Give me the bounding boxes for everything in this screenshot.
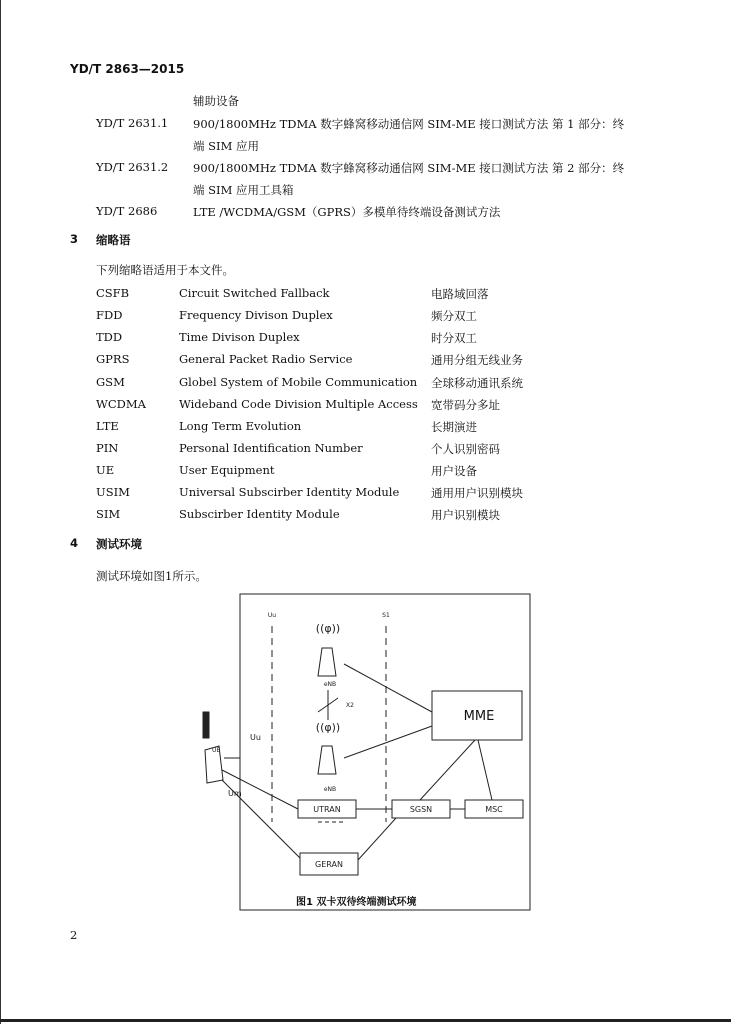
page-bottom-edge <box>0 1019 731 1022</box>
figure-caption: 图1 双卡双待终端测试环境 <box>296 897 417 908</box>
abbreviation: SIM <box>96 507 121 521</box>
s1-label: S1 <box>382 612 390 619</box>
abbreviation-zh: 用户识别模块 <box>431 508 500 522</box>
device-icon <box>203 712 209 738</box>
abbreviation: USIM <box>96 485 130 499</box>
abbreviation-zh: 全球移动通讯系统 <box>431 376 523 390</box>
abbreviation-zh: 长期演进 <box>431 420 477 434</box>
abbreviation-zh: 个人识别密码 <box>431 442 500 456</box>
section-intro: 下列缩略语适用于本文件。 <box>96 263 234 277</box>
abbreviation: UE <box>96 463 115 477</box>
abbreviation-full: Time Divison Duplex <box>179 330 300 344</box>
enb-label: eNB <box>323 681 337 688</box>
x2-label: X2 <box>346 702 354 709</box>
reference-title-line: 端 SIM 应用 <box>193 139 260 153</box>
ue-label: UE <box>212 747 221 754</box>
section-title: 测试环境 <box>96 537 142 551</box>
abbreviation: FDD <box>96 308 123 322</box>
abbreviation-full: Globel System of Mobile Communication <box>179 375 418 389</box>
antenna-wave-icon: ((φ)) <box>315 721 341 734</box>
reference-title-line: 900/1800MHz TDMA 数字蜂窝移动通信网 SIM-ME 接口测试方法 第 1 部分：终 <box>193 117 625 131</box>
abbreviation-full: Universal Subscirber Identity Module <box>179 485 400 499</box>
uu-side-label: Uu <box>250 733 261 742</box>
enb-tower-icon <box>318 648 336 676</box>
abbreviation-full: Wideband Code Division Multiple Access <box>179 397 418 411</box>
enb-label: eNB <box>323 786 337 793</box>
mme-label: MME <box>463 709 495 724</box>
uu-label: Uu <box>267 612 277 619</box>
reference-code: YD/T 2631.2 <box>96 160 169 174</box>
abbreviation-full: Frequency Divison Duplex <box>179 308 333 322</box>
abbreviation-full: User Equipment <box>179 463 275 477</box>
abbreviation: TDD <box>96 330 123 344</box>
abbreviation: PIN <box>96 441 119 455</box>
reference-title-line: 端 SIM 应用工具箱 <box>193 183 294 197</box>
abbreviation-zh: 用户设备 <box>431 464 477 478</box>
enb-tower-icon <box>318 746 336 774</box>
antenna-wave-icon: ((φ)) <box>315 622 341 635</box>
abbreviation-zh: 通用分组无线业务 <box>431 353 523 367</box>
abbreviation-zh: 宽带码分多址 <box>431 398 500 412</box>
abbreviation: LTE <box>96 419 119 433</box>
abbreviation-full: Long Term Evolution <box>179 419 302 433</box>
reference-continuation: 辅助设备 <box>193 94 239 108</box>
abbreviation-zh: 频分双工 <box>431 309 477 323</box>
abbreviation: WCDMA <box>96 397 146 411</box>
abbreviation-zh: 电路域回落 <box>431 287 489 301</box>
abbreviation-full: Circuit Switched Fallback <box>179 286 330 300</box>
abbreviation: GSM <box>96 375 125 389</box>
um-label: Um <box>228 789 242 798</box>
abbreviation: GPRS <box>96 352 130 366</box>
section-number: 4 <box>70 536 79 550</box>
reference-code: YD/T 2631.1 <box>96 116 169 130</box>
reference-title-line: 900/1800MHz TDMA 数字蜂窝移动通信网 SIM-ME 接口测试方法 第 2 部分：终 <box>193 161 625 175</box>
section-intro: 测试环境如图1所示。 <box>96 569 207 583</box>
sgsn-label: SGSN <box>409 805 433 814</box>
abbreviation-full: General Packet Radio Service <box>179 352 353 366</box>
abbreviation-full: Personal Identification Number <box>179 441 363 455</box>
document-id: YD/T 2863—2015 <box>70 62 185 76</box>
page-number: 2 <box>70 928 78 942</box>
abbreviation-zh: 通用用户识别模块 <box>431 486 523 500</box>
s1-link <box>344 726 432 758</box>
section-number: 3 <box>70 232 79 246</box>
reference-title-line: LTE /WCDMA/GSM（GPRS）多模单待终端设备测试方法 <box>193 205 501 219</box>
geran-label: GERAN <box>315 860 343 869</box>
abbreviation-zh: 时分双工 <box>431 331 477 345</box>
section-title: 缩略语 <box>96 233 131 247</box>
abbreviation-full: Subscirber Identity Module <box>179 507 340 521</box>
utran-label: UTRAN <box>313 805 341 814</box>
abbreviation: CSFB <box>96 286 130 300</box>
msc-label: MSC <box>485 805 503 814</box>
reference-code: YD/T 2686 <box>96 204 158 218</box>
s1-link <box>344 664 432 712</box>
diagram-frame <box>240 594 530 910</box>
